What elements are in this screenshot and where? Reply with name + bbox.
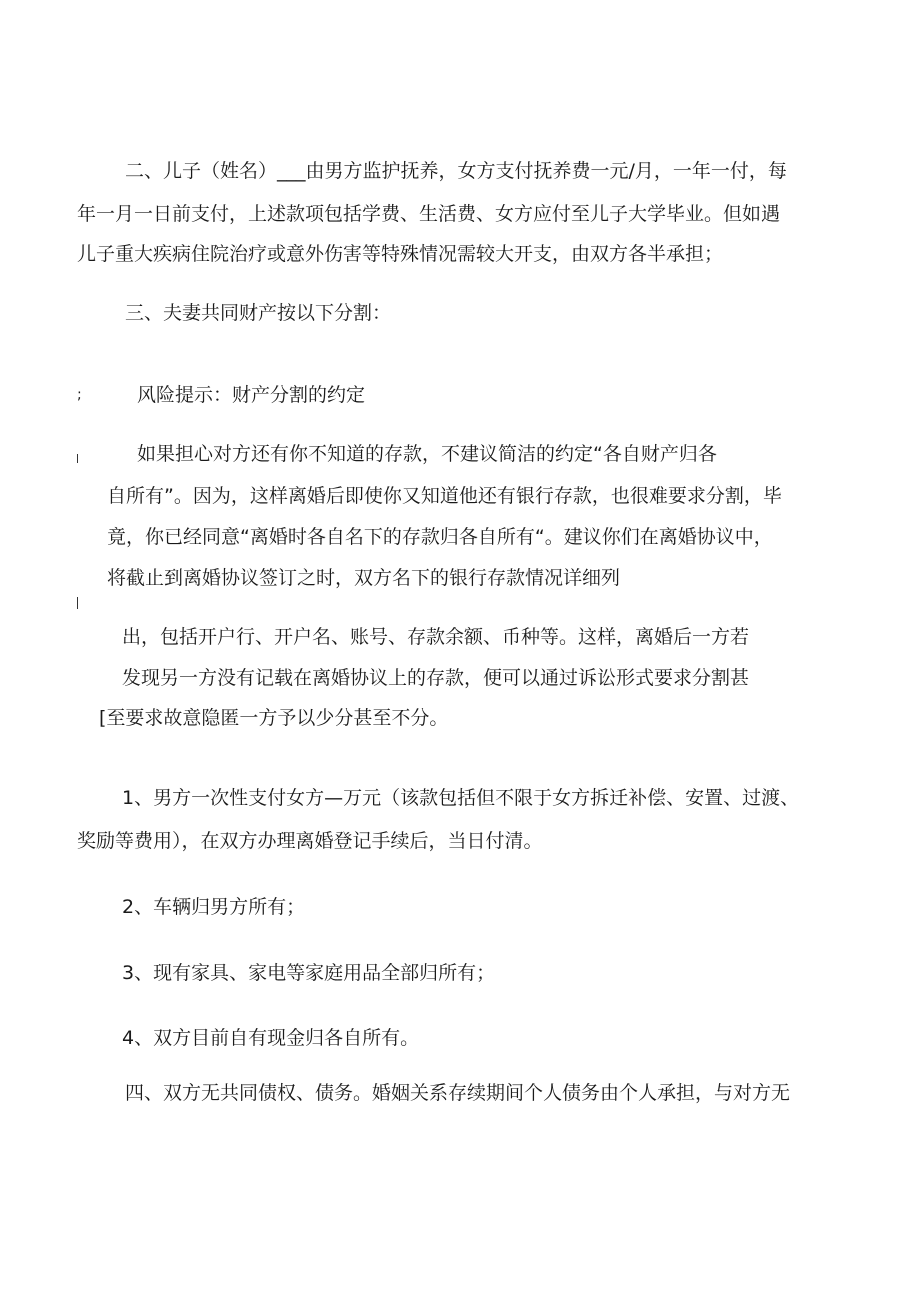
risk-tip-line6: 发现另一方没有记载在离婚协议上的存款，便可以通过诉讼形式要求分割甚 [122,667,750,689]
section3-heading: 三、夫妻共同财产按以下分割： [125,302,392,324]
risk-tip-line7: [至要求故意隐匿一方予以少分甚至不分。 [99,707,449,729]
section4-line: 四、双方无共同债权、债务。婚姻关系存续期间个人债务由个人承担，与对方无 [125,1082,791,1104]
section2-line1: 二、儿子（姓名）___由男方监护抚养，女方支付抚养费一元/月，一年一付，每 [125,160,787,182]
item1-line1: 1、男方一次性支付女方—万元（该款包括但不限于女方拆迁补偿、安置、过渡、 [122,787,800,809]
risk-tip-semicolon: ; [77,387,82,403]
risk-tip-line2: 自所有”。因为，这样离婚后即使你又知道他还有银行存款，也很难要求分割，毕 [107,485,782,507]
item2: 2、车辆归男方所有； [122,896,306,918]
risk-tip-line3: 竟，你已经同意“离婚时各自名下的存款归各自所有“。建议你们在离婚协议中， [107,526,773,548]
risk-tip-line4: 将截止到离婚协议签订之时，双方名下的银行存款情况详细列 [107,567,621,589]
risk-tip-line1: 如果担心对方还有你不知道的存款，不建议简洁的约定“各自财产归各 [137,443,717,465]
margin-mark [77,597,78,609]
section2-line3: 儿子重大疾病住院治疗或意外伤害等特殊情况需较大开支，由双方各半承担； [77,243,724,265]
item1-line2: 奖励等费用），在双方办理离婚登记手续后，当日付清。 [77,830,543,852]
item4: 4、双方目前自有现金归各自所有。 [122,1027,420,1049]
section2-line2: 年一月一日前支付，上述款项包括学费、生活费、女方应付至儿子大学毕业。但如遇 [77,203,781,225]
risk-tip-title: 风险提示：财产分割的约定 [137,384,366,406]
item3: 3、现有家具、家电等家庭用品全部归所有； [122,962,496,984]
risk-tip-line5: 出，包括开户行、开户名、账号、存款余额、币种等。这样，离婚后一方若 [122,626,750,648]
margin-mark [77,454,78,463]
